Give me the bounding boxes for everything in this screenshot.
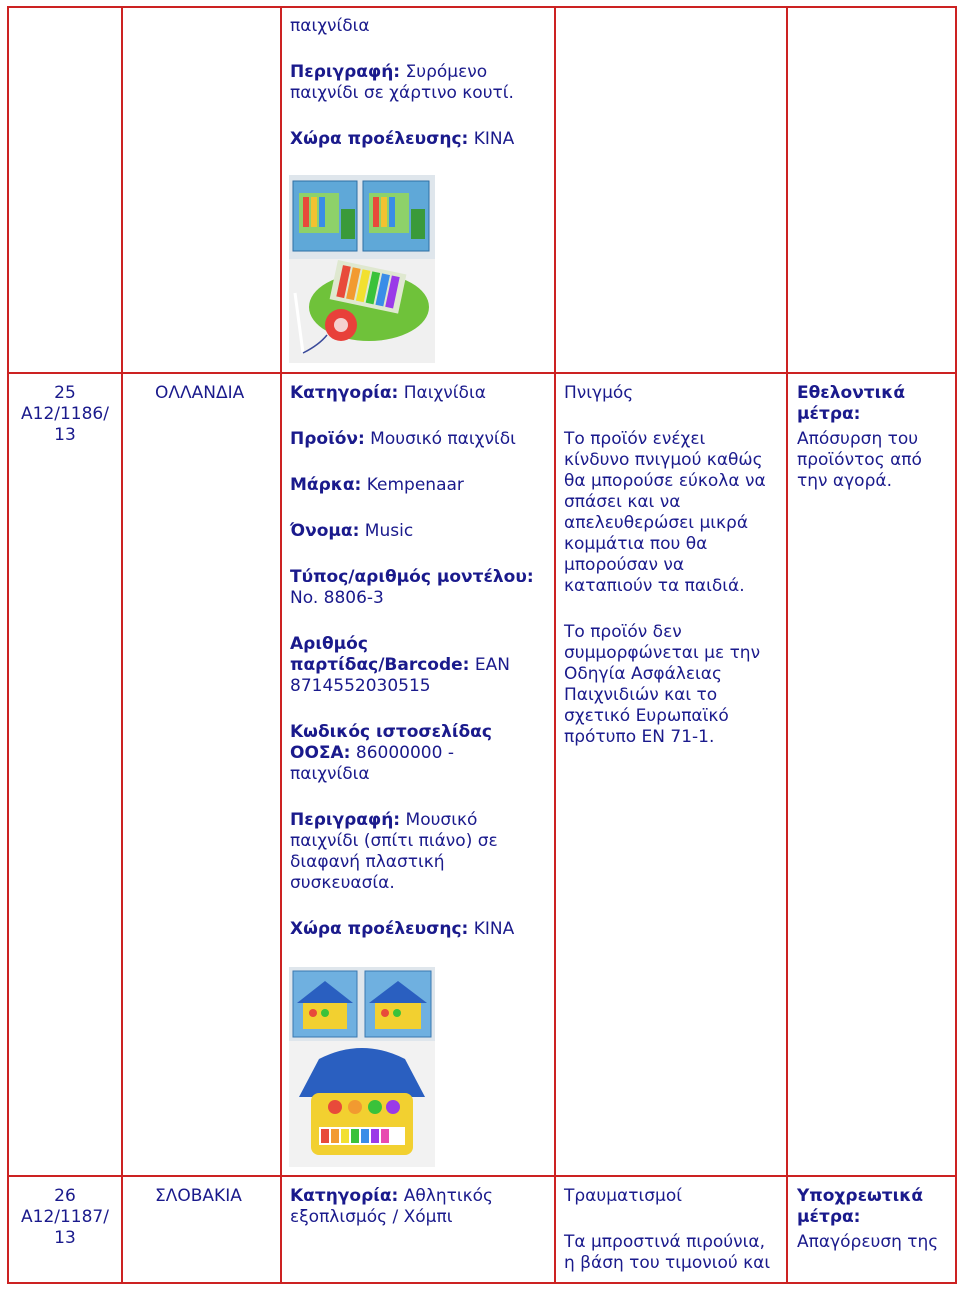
risk-details xyxy=(564,383,776,748)
product-details xyxy=(290,1186,535,1228)
batch-barcode: Αριθμός παρτίδας/Barcode: EAN 8714552030515 xyxy=(290,634,510,696)
product-details xyxy=(290,383,545,940)
alert-reference: A12/1187/ xyxy=(21,1207,109,1227)
column-divider xyxy=(955,6,957,1284)
column-divider xyxy=(7,6,9,1284)
country-name: ΣΛΟΒΑΚΙΑ xyxy=(155,1186,242,1206)
alert-number: 26 xyxy=(54,1186,76,1206)
product-name: Όνομα: Music xyxy=(290,521,414,541)
product-photo-piano-house xyxy=(289,967,435,1167)
risk-details xyxy=(564,1186,780,1274)
country-of-origin: Χώρα προέλευσης: ΚΙΝΑ xyxy=(290,919,515,939)
column-divider xyxy=(786,6,788,1284)
model-number: Τύπος/αριθμός μοντέλου: No. 8806-3 xyxy=(290,567,534,608)
measures xyxy=(797,1186,947,1253)
description: Περιγραφή: Συρόμενο παιχνίδι σε χάρτινο κουτί. xyxy=(290,62,514,103)
oecd-code: Κωδικός ιστοσελίδας ΟΟΣΑ: 86000000 - παιχνίδια xyxy=(290,722,492,784)
measures-text: Απόσυρση του προϊόντος από την αγορά. xyxy=(797,429,922,491)
row-divider xyxy=(7,372,957,374)
piano-house-toy-image xyxy=(289,967,435,1167)
alert-reference: A12/1186/ xyxy=(21,404,109,424)
alert-number-cell xyxy=(7,1186,123,1249)
xylophone-toy-image xyxy=(289,175,435,363)
compliance-statement: Το προϊόν δεν συμμορφώνεται με την Οδηγία Ασφάλειας Παιχνιδιών και το σχετικό Ευρωπαϊκό πρότυπο EN 71-1. xyxy=(564,622,761,747)
risk-type: Πνιγμός xyxy=(564,383,634,403)
product-oecd-continued: παιχνίδια xyxy=(290,16,370,36)
risk-explanation: Τα μπροστινά πιρούνια, η βάση του τιμονιού και xyxy=(564,1232,771,1273)
alert-number-cell xyxy=(7,383,123,446)
notifying-country xyxy=(155,383,275,404)
column-divider xyxy=(280,6,282,1284)
risk-type: Τραυματισμοί xyxy=(564,1186,682,1206)
description: Περιγραφή: Μουσικό παιχνίδι (σπίτι πιάνο) σε διαφανή πλαστική συσκευασία. xyxy=(290,810,498,893)
product-photo-xylophone xyxy=(289,175,435,363)
category: Κατηγορία: Αθλητικός εξοπλισμός / Χόμπι xyxy=(290,1186,493,1227)
measures-text: Απαγόρευση της xyxy=(797,1232,939,1252)
category: Κατηγορία: Παιχνίδια xyxy=(290,383,486,403)
country-of-origin: Χώρα προέλευσης: ΚΙΝΑ xyxy=(290,129,515,149)
measures-label: Υποχρεωτικά μέτρα: xyxy=(797,1186,924,1227)
row-divider xyxy=(7,1175,957,1177)
product: Προϊόν: Μουσικό παιχνίδι xyxy=(290,429,516,449)
brand: Μάρκα: Kempenaar xyxy=(290,475,464,495)
alert-year: 13 xyxy=(54,1228,76,1248)
column-divider xyxy=(121,6,123,1284)
alert-number: 25 xyxy=(54,383,76,403)
measures xyxy=(797,383,947,492)
country-name: ΟΛΛΑΝΔΙΑ xyxy=(155,383,245,403)
table-border-bottom xyxy=(7,1282,957,1284)
risk-explanation: Το προϊόν ενέχει κίνδυνο πνιγμού καθώς θα μπορούσε εύκολα να σπάσει και να απελευθερώσει μικρά κομμάτια που θα μπορούσαν να καταπιούν τα παιδιά. xyxy=(564,429,766,596)
measures-label: Εθελοντικά μέτρα: xyxy=(797,383,906,424)
alert-year: 13 xyxy=(54,425,76,445)
notifying-country xyxy=(155,1186,275,1207)
column-divider xyxy=(554,6,556,1284)
row-continuation-product xyxy=(290,16,540,150)
table-border-top xyxy=(7,6,957,8)
